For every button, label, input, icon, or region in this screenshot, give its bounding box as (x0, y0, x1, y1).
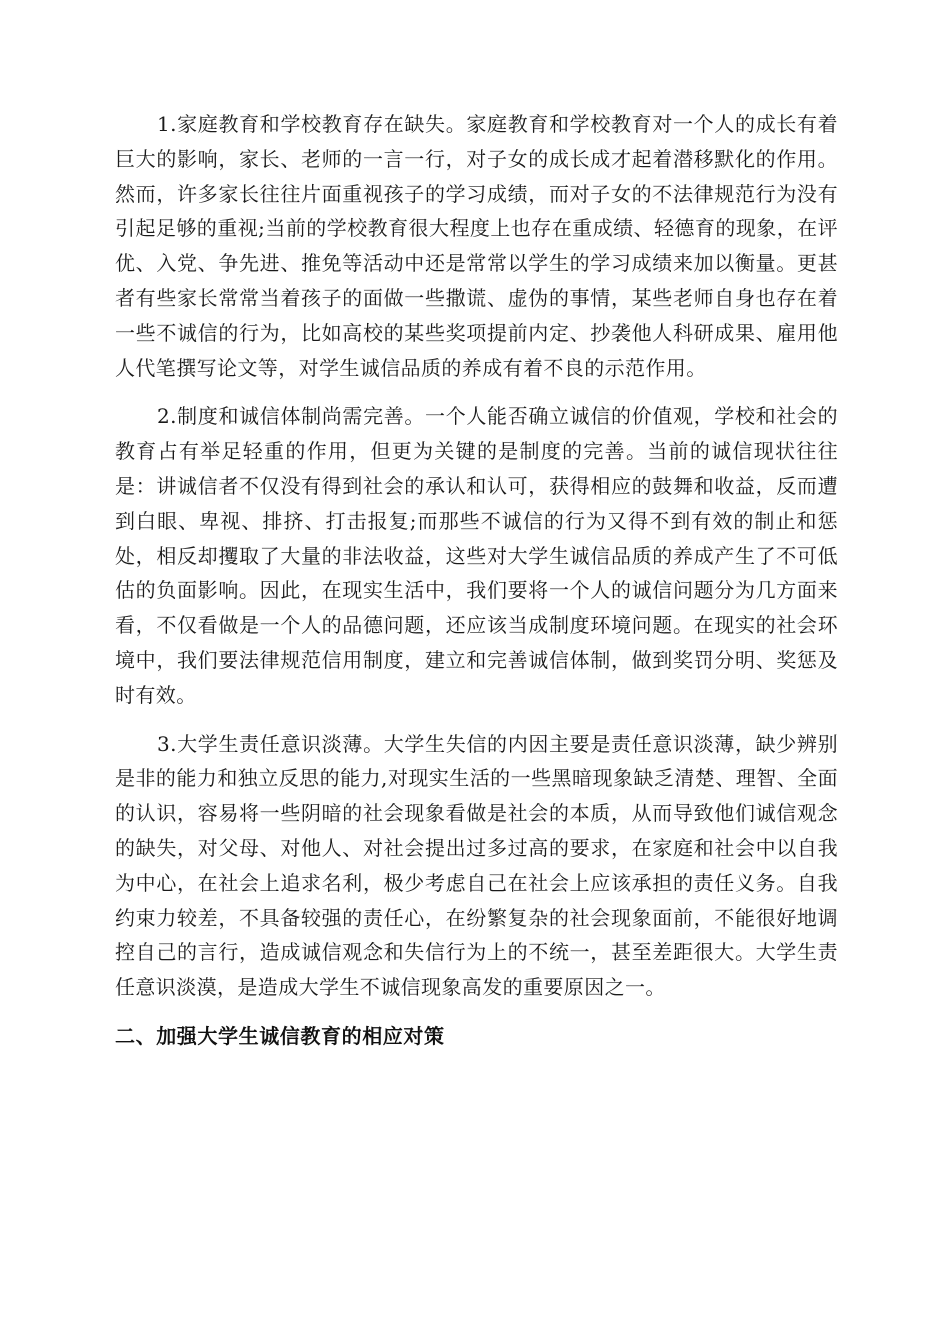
paragraph-responsibility: 3.大学生责任意识淡薄。大学生失信的内因主要是责任意识淡薄，缺少辨别是非的能力和独立反思的能力,对现实生活的一些黑暗现象缺乏清楚、理智、全面的认识，容易将一些阴暗的社会现象看做是社会的本质，从而导致他们诚信观念的缺失，对父母、对他人、对社会提出过多过高的要求，在家庭和社会中以自我为中心，在社会上追求名利，极少考虑自己在社会上应该承担的责任义务。自我约束力较差，不具备较强的责任心，在纷繁复杂的社会现象面前，不能很好地调控自己的言行，造成诚信观念和失信行为上的不统一，甚至差距很大。大学生责任意识淡漠，是造成大学生不诚信现象高发的重要原因之一。 (115, 731, 838, 1000)
section-heading: 二、加强大学生诚信教育的相应对策 (115, 1023, 445, 1048)
paragraph-family-school-education: 1.家庭教育和学校教育存在缺失。家庭教育和学校教育对一个人的成长有着巨大的影响，家长、老师的一言一行，对子女的成长成才起着潜移默化的作用。然而，许多家长往往片面重视孩子的学习成绩，而对子女的不法律规范行为没有引起足够的重视;当前的学校教育很大程度上也存在重成绩、轻德育的现象，在评优、入党、争先进、推免等活动中还是常常以学生的学习成绩来加以衡量。更甚者有些家长常常当着孩子的面做一些撒谎、虚伪的事情，某些老师自身也存在着一些不诚信的行为，比如高校的某些奖项提前内定、抄袭他人科研成果、雇用他人代笔撰写论文等，对学生诚信品质的养成有着不良的示范作用。 (115, 112, 838, 380)
paragraph-system-credit: 2.制度和诚信体制尚需完善。一个人能否确立诚信的价值观，学校和社会的教育占有举足轻重的作用，但更为关键的是制度的完善。当前的诚信现状往往是：讲诚信者不仅没有得到社会的承认和认可，获得相应的鼓舞和收益，反而遭到白眼、卑视、排挤、打击报复;而那些不诚信的行为又得不到有效的制止和惩处，相反却攫取了大量的非法收益，这些对大学生诚信品质的养成产生了不可低估的负面影响。因此，在现实生活中，我们要将一个人的诚信问题分为几方面来看，不仅看做是一个人的品德问题，还应该当成制度环境问题。在现实的社会环境中，我们要法律规范信用制度，建立和完善诚信体制，做到奖罚分明、奖惩及时有效。 (115, 404, 838, 707)
